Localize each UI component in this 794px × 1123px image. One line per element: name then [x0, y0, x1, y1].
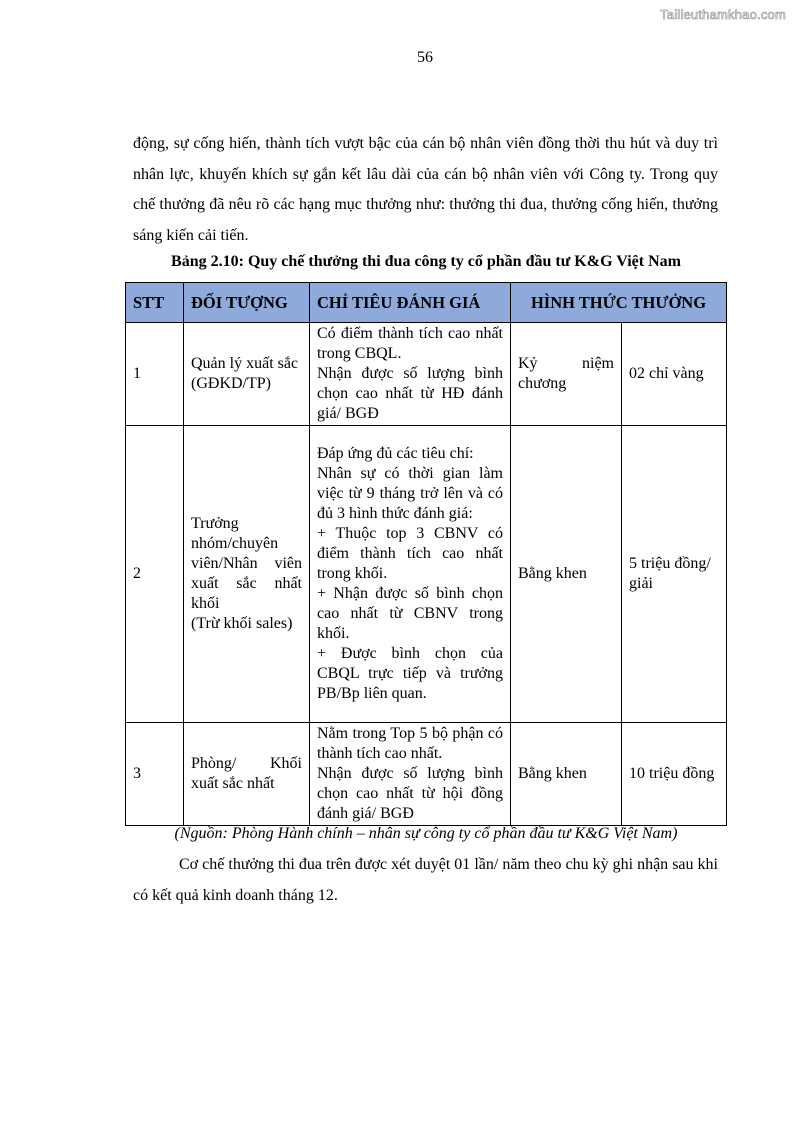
cell-form: Bằng khen [511, 426, 622, 723]
header-subject: ĐỐI TƯỢNG [184, 283, 310, 323]
subject-line: Trưởng nhóm/chuyên viên/Nhân viên xuất sắc nhất khối [191, 515, 302, 612]
cell-criteria [310, 323, 511, 426]
subject-line: Quản lý xuất sắc [191, 355, 299, 372]
cell-form: Kỷ niệm chương [511, 323, 622, 426]
criteria-line: + Nhận được số bình chọn cao nhất từ CBNV trong khối. [317, 585, 503, 642]
table-source-note: (Nguồn: Phòng Hành chính – nhân sự công ty cổ phần đầu tư K&G Việt Nam) [174, 825, 678, 842]
header-stt: STT [126, 283, 184, 323]
cell-subject [184, 723, 310, 826]
criteria-line: Nhân sự có thời gian làm việc từ 9 tháng trở lên và có đủ 3 hình thức đánh giá: [317, 465, 503, 522]
subject-line: (Trừ khối sales) [191, 615, 293, 632]
cell-reward: 10 triệu đồng [622, 723, 727, 826]
cell-criteria [310, 723, 511, 826]
cell-subject [184, 323, 310, 426]
header-reward-form: HÌNH THỨC THƯỞNG [511, 283, 727, 323]
body-paragraph-intro: động, sự cống hiến, thành tích vượt bậc của cán bộ nhân viên đồng thời thu hút và duy trì nhân lực, khuyến khích sự gắn kết lâu dài của cán bộ nhân viên với Công ty. Trong quy chế thưởng đã nêu rõ các hạng mục thưởng như: thưởng thi đua, thưởng cống hiến, thưởng sáng kiến cải tiến. [133, 135, 718, 244]
page-number: 56 [417, 49, 433, 66]
cell-stt: 2 [126, 426, 184, 723]
subject-line: Phòng/ Khối xuất sắc nhất [191, 755, 302, 792]
table-row [126, 323, 727, 426]
header-criteria: CHỈ TIÊU ĐÁNH GIÁ [310, 283, 511, 323]
criteria-line: Nhận được số lượng bình chọn cao nhất từ hội đồng đánh giá/ BGĐ [317, 765, 503, 822]
criteria-line: + Thuộc top 3 CBNV có điểm thành tích cao nhất trong khối. [317, 525, 503, 582]
criteria-line: Đáp ứng đủ các tiêu chí: [317, 445, 474, 462]
cell-stt: 1 [126, 323, 184, 426]
cell-form: Bằng khen [511, 723, 622, 826]
cell-criteria [310, 426, 511, 723]
cell-stt: 3 [126, 723, 184, 826]
cell-subject [184, 426, 310, 723]
criteria-line: Nằm trong Top 5 bộ phận có thành tích cao nhất. [317, 725, 503, 762]
table-row [126, 723, 727, 826]
table-header-row [126, 283, 727, 323]
table-caption: Bảng 2.10: Quy chế thưởng thi đua công ty cổ phần đầu tư K&G Việt Nam [171, 253, 681, 270]
reward-regulation-table [125, 282, 727, 826]
criteria-line: + Được bình chọn của CBQL trực tiếp và trưởng PB/Bp liên quan. [317, 645, 503, 702]
body-paragraph-closing: Cơ chế thưởng thi đua trên được xét duyệt 01 lần/ năm theo chu kỳ ghi nhận sau khi có kết quả kinh doanh tháng 12. [133, 856, 718, 904]
subject-line: (GĐKD/TP) [191, 375, 271, 392]
criteria-line: Nhận được số lượng bình chọn cao nhất từ HĐ đánh giá/ BGĐ [317, 365, 503, 422]
cell-reward: 02 chỉ vàng [622, 323, 727, 426]
criteria-line: Có điểm thành tích cao nhất trong CBQL. [317, 325, 503, 362]
watermark: Tailieuthamkhao.com [660, 7, 786, 22]
table-row [126, 426, 727, 723]
cell-reward: 5 triệu đồng/ giải [622, 426, 727, 723]
